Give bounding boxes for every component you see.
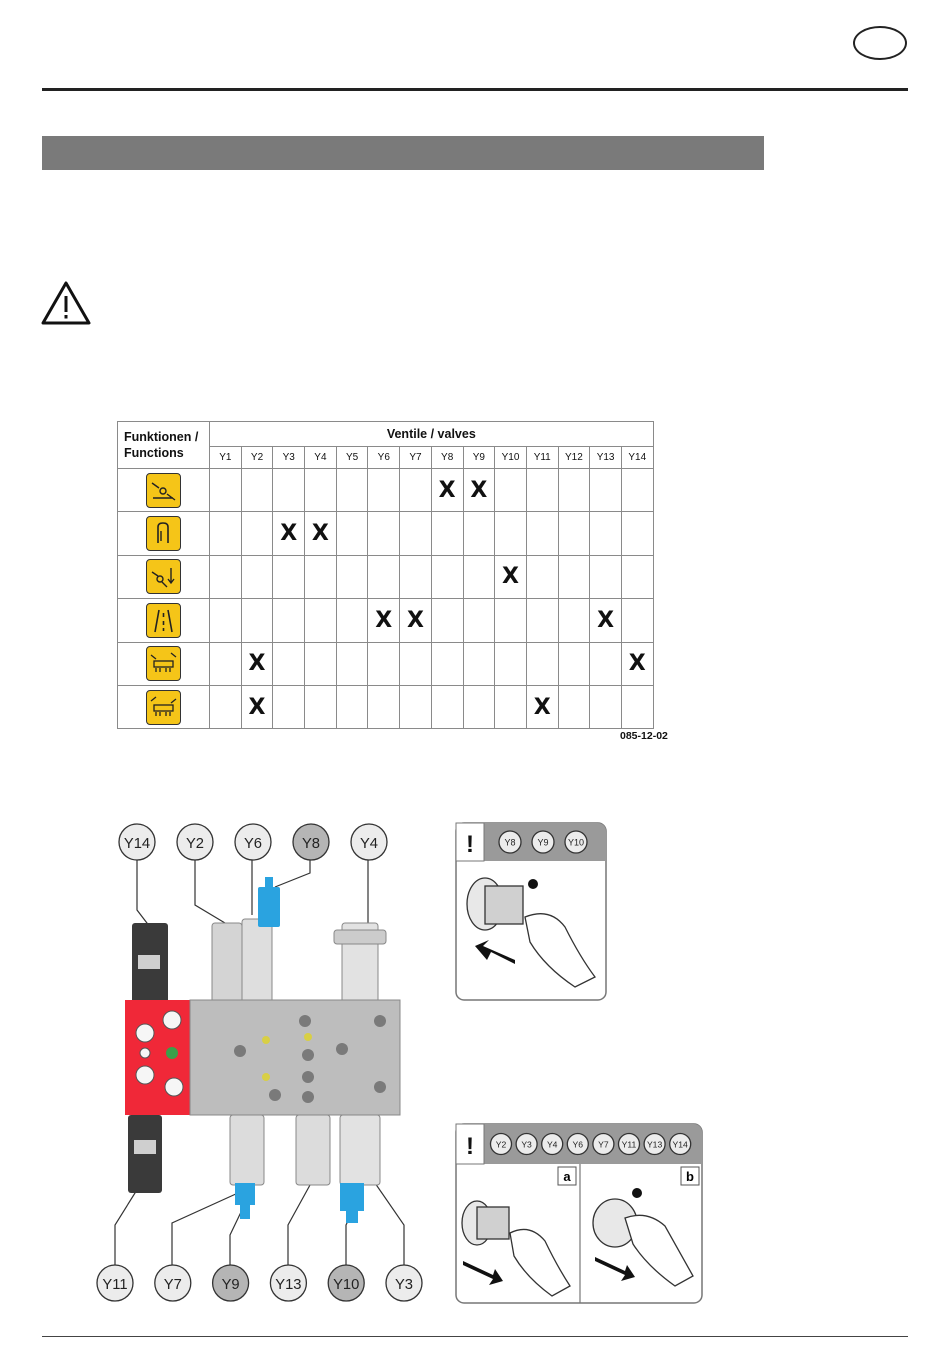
cell-y5 (336, 469, 368, 512)
cell-y4 (305, 685, 337, 728)
cell-y11 (526, 512, 558, 555)
x-mark: X (311, 521, 329, 547)
cell-y1 (210, 512, 242, 555)
svg-text:Y9: Y9 (221, 1276, 240, 1293)
x-mark: X (597, 607, 615, 633)
cell-y5 (336, 599, 368, 642)
svg-text:Y6: Y6 (572, 1139, 584, 1150)
x-mark: X (406, 607, 424, 633)
valve-block-illustration (90, 815, 440, 1315)
instruction-valve-y8 (499, 831, 521, 853)
valve-label-y10 (328, 1265, 364, 1301)
cell-y2 (241, 469, 273, 512)
valve-label-y13 (270, 1265, 306, 1301)
svg-text:Y7: Y7 (598, 1139, 609, 1150)
cell-y10 (495, 555, 527, 598)
cell-y2 (241, 599, 273, 642)
section-title-bar (42, 136, 764, 170)
cell-y10 (495, 685, 527, 728)
svg-text:Y3: Y3 (394, 1276, 414, 1293)
instruction-valve-y7 (593, 1134, 614, 1155)
cell-y3 (273, 469, 305, 512)
figure-code: 085-12-02 (620, 730, 668, 742)
cell-y14 (621, 642, 653, 685)
cell-y2 (241, 642, 273, 685)
cell-y13 (590, 469, 622, 512)
cell-y12 (558, 555, 590, 598)
cell-y9 (463, 642, 495, 685)
cell-y2 (241, 512, 273, 555)
cell-y3 (273, 599, 305, 642)
override-marker (632, 1188, 642, 1198)
valve-column-y10: Y10 (495, 447, 527, 469)
x-mark: X (280, 521, 298, 547)
x-mark: X (502, 564, 520, 590)
cell-y9 (463, 555, 495, 598)
svg-text:Y10: Y10 (567, 837, 585, 848)
instruction-valve-y3 (516, 1134, 537, 1155)
cell-y8 (431, 512, 463, 555)
instruction-valve-y9 (532, 831, 554, 853)
cell-y14 (621, 469, 653, 512)
svg-text:Y8: Y8 (301, 835, 321, 852)
valve-block-grey (190, 1000, 400, 1115)
cell-y11 (526, 685, 558, 728)
cell-y1 (210, 599, 242, 642)
valve-y10 (340, 1183, 364, 1211)
svg-text:Y4: Y4 (359, 835, 379, 852)
svg-text:Y10: Y10 (333, 1276, 360, 1293)
cell-y11 (526, 469, 558, 512)
function-row (118, 555, 654, 598)
pto-rotation-icon (146, 473, 181, 508)
cell-y8 (431, 555, 463, 598)
cell-y6 (368, 599, 400, 642)
cell-y1 (210, 555, 242, 598)
cell-y12 (558, 469, 590, 512)
track-width-icon (146, 603, 181, 638)
x-mark: X (375, 607, 393, 633)
cell-y5 (336, 685, 368, 728)
panel-b-label: b (686, 1169, 694, 1184)
function-row (118, 469, 654, 512)
cell-y7 (400, 512, 432, 555)
valve-label-y8 (293, 824, 329, 860)
svg-text:Y14: Y14 (123, 835, 151, 852)
manual-override-instruction-2 (455, 1123, 703, 1305)
cell-y10 (495, 469, 527, 512)
cell-y4 (305, 599, 337, 642)
cell-y10 (495, 599, 527, 642)
cell-y13 (590, 599, 622, 642)
cell-y8 (431, 642, 463, 685)
manual-override-instruction-1 (455, 822, 607, 1002)
function-icon-cell (118, 555, 210, 598)
footer-rule (42, 1336, 908, 1337)
valve-label-y3 (386, 1265, 422, 1301)
axle-tilt-left-icon (146, 646, 181, 681)
cell-y6 (368, 469, 400, 512)
valve-column-y11: Y11 (526, 447, 558, 469)
cell-y5 (336, 512, 368, 555)
cell-y6 (368, 512, 400, 555)
panel-a-label: a (563, 1169, 571, 1184)
svg-text:Y6: Y6 (243, 835, 263, 852)
cell-y4 (305, 512, 337, 555)
cell-y4 (305, 642, 337, 685)
cell-y7 (400, 555, 432, 598)
x-mark: X (628, 651, 646, 677)
valve-label-y9 (213, 1265, 249, 1301)
cell-y14 (621, 512, 653, 555)
svg-text:Y13: Y13 (275, 1276, 302, 1293)
x-mark: X (438, 477, 456, 503)
cell-y1 (210, 642, 242, 685)
valve-column-y3: Y3 (273, 447, 305, 469)
valves-header: Ventile / valves (210, 422, 654, 447)
instruction-valve-y6 (567, 1134, 588, 1155)
pto-lift-icon (146, 559, 181, 594)
warning-triangle-icon (40, 280, 92, 326)
cell-y3 (273, 512, 305, 555)
svg-text:Y9: Y9 (537, 837, 549, 848)
cell-y4 (305, 555, 337, 598)
cell-y5 (336, 555, 368, 598)
x-mark: X (248, 694, 266, 720)
valve-y8 (258, 887, 280, 927)
cell-y11 (526, 642, 558, 685)
valve-y13 (296, 1115, 330, 1185)
valve-function-table (117, 421, 654, 729)
cell-y10 (495, 512, 527, 555)
cell-y7 (400, 685, 432, 728)
functions-header-text: Funktionen / Functions (124, 430, 199, 460)
cell-y7 (400, 599, 432, 642)
svg-text:Y8: Y8 (504, 837, 516, 848)
header-rule (42, 88, 908, 91)
bottom-valve-labels (97, 1265, 422, 1301)
instruction-valve-y11 (619, 1134, 640, 1155)
instruction-1-valve-list (499, 831, 587, 853)
cell-y8 (431, 685, 463, 728)
valve-column-y4: Y4 (305, 447, 337, 469)
cell-y9 (463, 685, 495, 728)
valve-column-y14: Y14 (621, 447, 653, 469)
cell-y3 (273, 642, 305, 685)
function-icon-cell (118, 685, 210, 728)
function-icon-cell (118, 512, 210, 555)
function-row (118, 685, 654, 728)
cell-y13 (590, 555, 622, 598)
top-valve-labels (119, 824, 387, 860)
cell-y12 (558, 599, 590, 642)
x-mark: X (248, 651, 266, 677)
svg-text:Y2: Y2 (495, 1139, 507, 1150)
cell-y3 (273, 555, 305, 598)
valve-label-y6 (235, 824, 271, 860)
valve-table-body (118, 469, 654, 729)
svg-text:Y7: Y7 (163, 1276, 182, 1293)
instruction-valve-y13 (644, 1134, 665, 1155)
cell-y12 (558, 685, 590, 728)
x-mark: X (533, 694, 551, 720)
function-icon-cell (118, 642, 210, 685)
valve-column-y2: Y2 (241, 447, 273, 469)
cell-y1 (210, 685, 242, 728)
cell-y1 (210, 469, 242, 512)
cell-y10 (495, 642, 527, 685)
function-row (118, 599, 654, 642)
valve-column-y5: Y5 (336, 447, 368, 469)
svg-text:Y11: Y11 (102, 1276, 128, 1293)
cell-y14 (621, 685, 653, 728)
cell-y12 (558, 642, 590, 685)
functions-header (118, 422, 210, 469)
cell-y11 (526, 555, 558, 598)
cell-y3 (273, 685, 305, 728)
function-icon-cell (118, 469, 210, 512)
cell-y6 (368, 685, 400, 728)
valve-y7 (230, 1115, 264, 1185)
svg-text:Y3: Y3 (521, 1139, 532, 1150)
valve-y9 (235, 1183, 255, 1205)
cell-y13 (590, 685, 622, 728)
x-mark: X (470, 477, 488, 503)
instruction-valve-y14 (670, 1134, 691, 1155)
cell-y12 (558, 512, 590, 555)
cell-y11 (526, 599, 558, 642)
svg-text:Y2: Y2 (185, 835, 205, 852)
instruction-valve-y4 (542, 1134, 563, 1155)
axle-tilt-right-icon (146, 690, 181, 725)
svg-text:Y11: Y11 (621, 1139, 637, 1150)
exclamation-mark: ! (466, 831, 474, 858)
cell-y5 (336, 642, 368, 685)
valve-y6 (242, 919, 272, 1003)
valve-column-y8: Y8 (431, 447, 463, 469)
valve-column-y12: Y12 (558, 447, 590, 469)
cell-y9 (463, 512, 495, 555)
cell-y2 (241, 555, 273, 598)
cell-y6 (368, 555, 400, 598)
valve-column-y1: Y1 (210, 447, 242, 469)
svg-text:Y13: Y13 (646, 1139, 663, 1150)
valve-label-y2 (177, 824, 213, 860)
cell-y2 (241, 685, 273, 728)
cell-y7 (400, 642, 432, 685)
valve-label-y14 (119, 824, 155, 860)
cell-y8 (431, 599, 463, 642)
cell-y7 (400, 469, 432, 512)
cell-y14 (621, 555, 653, 598)
valve-label-y4 (351, 824, 387, 860)
valve-label-y11 (97, 1265, 133, 1301)
valve-y3 (340, 1115, 380, 1185)
svg-text:Y4: Y4 (546, 1139, 558, 1150)
function-row (118, 642, 654, 685)
valve-label-y7 (155, 1265, 191, 1301)
override-marker (528, 879, 538, 889)
cell-y14 (621, 599, 653, 642)
cell-y8 (431, 469, 463, 512)
valve-block-red (125, 1000, 193, 1115)
function-row (118, 512, 654, 555)
cell-y13 (590, 512, 622, 555)
exclamation-mark: ! (466, 1133, 474, 1160)
cell-y13 (590, 642, 622, 685)
svg-text:Y14: Y14 (672, 1139, 688, 1150)
instruction-valve-y10 (565, 831, 587, 853)
valve-column-y9: Y9 (463, 447, 495, 469)
cell-y6 (368, 642, 400, 685)
instruction-valve-y2 (491, 1134, 512, 1155)
valve-column-y6: Y6 (368, 447, 400, 469)
valve-y2 (212, 923, 242, 1003)
language-badge (853, 26, 907, 60)
cell-y9 (463, 599, 495, 642)
hitch-hook-icon (146, 516, 181, 551)
valve-column-y7: Y7 (400, 447, 432, 469)
function-icon-cell (118, 599, 210, 642)
valve-column-y13: Y13 (590, 447, 622, 469)
cell-y9 (463, 469, 495, 512)
cell-y4 (305, 469, 337, 512)
